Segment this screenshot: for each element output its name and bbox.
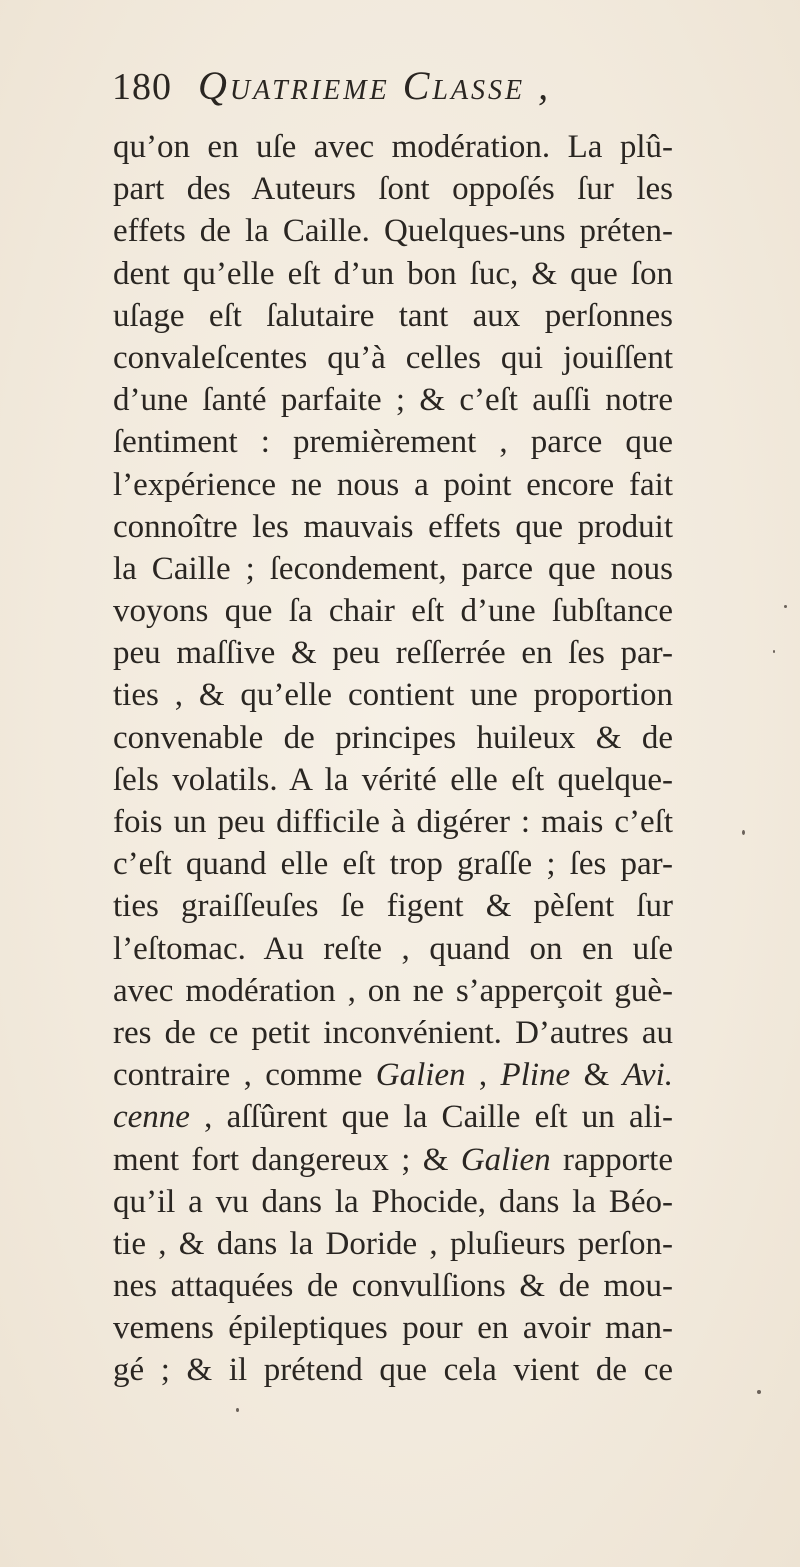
text-segment: rapporte — [550, 1141, 673, 1178]
text-line — [113, 1349, 673, 1391]
paper-speck — [757, 1390, 761, 1394]
text-segment: avec modération , on ne s’apperçoit guè- — [113, 972, 673, 1009]
text-segment: , — [465, 1057, 501, 1094]
italic-name: Avi. — [622, 1057, 673, 1094]
text-segment: qu’on en uſe avec modération. La plû- — [113, 129, 673, 165]
text-line — [113, 210, 673, 252]
text-segment: uſage eſt ſalutaire tant aux perſonnes — [113, 297, 673, 334]
text-segment: ſentiment : premièrement , parce que — [113, 424, 673, 461]
text-segment: peu maſſive & peu reſſerrée en ſes par- — [113, 635, 673, 672]
text-line — [113, 1012, 673, 1054]
text-segment: , aſſûrent que la Caille eſt un ali- — [189, 1099, 673, 1136]
text-line — [113, 801, 673, 843]
text-segment: tie , & dans la Doride , pluſieurs perſon- — [113, 1225, 673, 1262]
text-segment: nes attaquées de convulſions & de mou- — [113, 1268, 673, 1305]
text-segment: vemens épileptiques pour en avoir man- — [113, 1310, 673, 1347]
body-text — [113, 126, 673, 1392]
italic-name: cenne — [113, 1099, 190, 1136]
text-segment: ties , & qu’elle contient une proportion — [113, 677, 673, 714]
text-segment: voyons que ſa chair eſt d’une ſubſtance — [113, 593, 673, 630]
text-segment: effets de la Caille. Quelques-uns préten- — [113, 213, 673, 250]
text-line — [113, 548, 673, 590]
text-segment: res de ce petit inconvénient. D’autres au — [113, 1014, 673, 1051]
text-line — [113, 1265, 673, 1307]
text-segment: l’eſtomac. Au reſte , quand on en uſe — [113, 930, 673, 967]
text-line — [113, 421, 673, 463]
text-segment: l’expérience ne nous a point encore fait — [113, 466, 673, 503]
text-segment: la Caille ; ſecondement, parce que nous — [113, 550, 673, 587]
text-segment: ſels volatils. A la vérité elle eſt quelque- — [113, 761, 673, 798]
text-line — [113, 1054, 673, 1096]
text-segment: c’eſt quand elle eſt trop graſſe ; ſes par- — [113, 846, 673, 883]
text-line — [113, 970, 673, 1012]
italic-name: Galien — [375, 1057, 466, 1094]
text-line — [113, 1096, 673, 1138]
text-line — [113, 1307, 673, 1349]
text-line — [113, 295, 673, 337]
italic-name: Pline — [500, 1057, 571, 1094]
text-line — [113, 590, 673, 632]
text-line — [113, 885, 673, 927]
text-line — [113, 126, 673, 168]
text-segment: connoître les mauvais effets que produit — [113, 508, 673, 545]
text-line — [113, 928, 673, 970]
text-segment: ties graiſſeuſes ſe figent & pèſent ſur — [113, 888, 673, 925]
paper-speck — [773, 650, 775, 653]
text-line — [113, 1139, 673, 1181]
text-segment: gé ; & il prétend que cela vient de ce — [113, 1352, 673, 1389]
text-line — [113, 843, 673, 885]
paper-speck — [742, 830, 745, 835]
text-line — [113, 1223, 673, 1265]
text-segment: qu’il a vu dans la Phocide, dans la Béo- — [113, 1183, 673, 1220]
text-line — [113, 464, 673, 506]
text-segment: dent qu’elle eſt d’un bon ſuc, & que ſon — [113, 255, 673, 292]
paper-speck — [236, 1408, 239, 1412]
text-segment: ment fort dangereux ; & — [113, 1141, 461, 1178]
page-header — [112, 62, 672, 122]
italic-name: Galien — [460, 1141, 551, 1178]
text-segment: d’une ſanté parfaite ; & c’eſt auſſi notre — [113, 382, 673, 419]
text-line — [113, 1181, 673, 1223]
text-line — [113, 168, 673, 210]
text-segment: convaleſcentes qu’à celles qui jouiſſent — [113, 339, 673, 376]
text-line — [113, 506, 673, 548]
text-segment: & — [570, 1057, 623, 1094]
text-segment: convenable de principes huileux & de — [113, 719, 673, 756]
text-line — [113, 674, 673, 716]
text-line — [113, 759, 673, 801]
running-head: Quatrieme Classe , — [198, 63, 552, 108]
text-line — [113, 717, 673, 759]
text-line — [113, 337, 673, 379]
text-segment: fois un peu difficile à digérer : mais c’eſt — [113, 804, 673, 840]
text-segment: part des Auteurs ſont oppoſés ſur les — [113, 171, 673, 208]
text-line — [113, 379, 673, 421]
paper-speck — [784, 605, 787, 608]
text-segment: contraire , comme — [113, 1057, 376, 1094]
text-line — [113, 253, 673, 295]
page-number: 180 — [112, 66, 172, 108]
text-line — [113, 632, 673, 674]
